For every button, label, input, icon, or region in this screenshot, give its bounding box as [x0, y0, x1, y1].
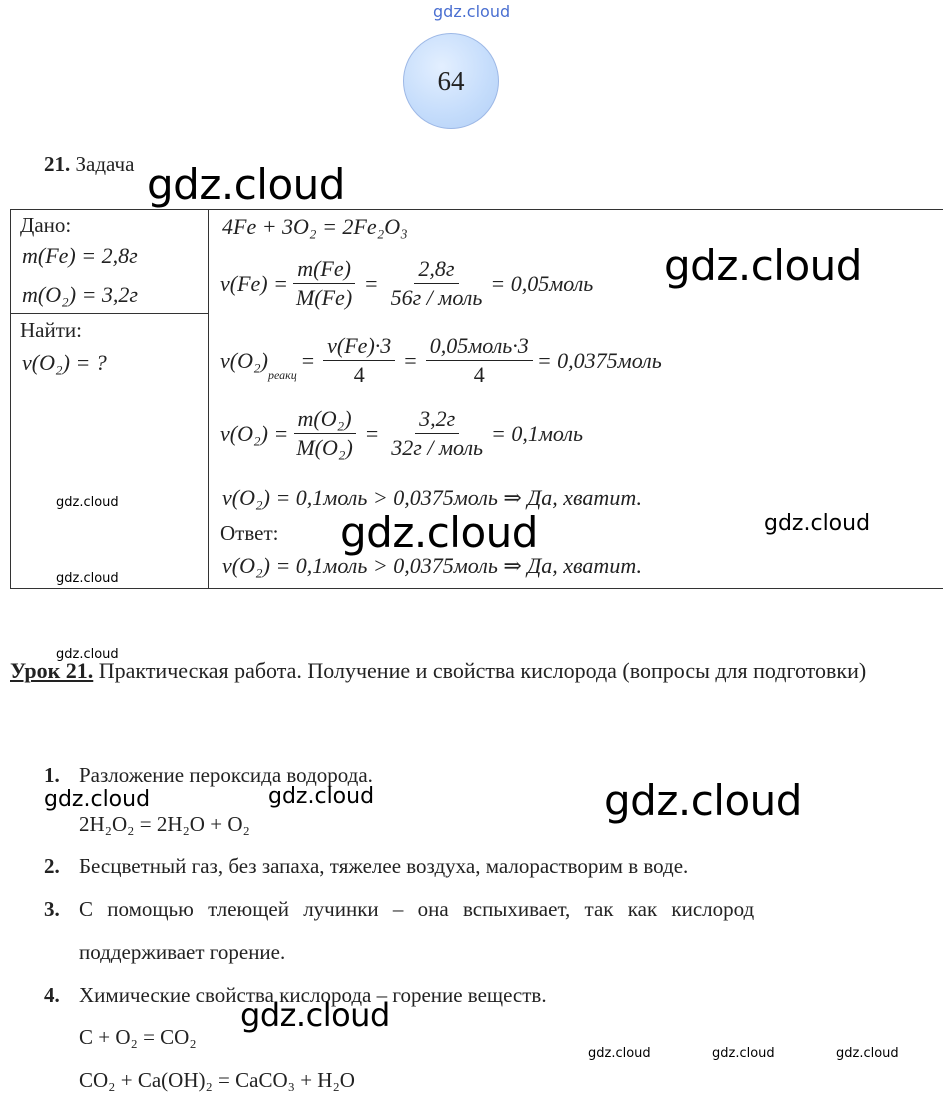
watermark: gdz.cloud	[147, 160, 345, 209]
calc-2-result: = 0,0375моль	[536, 347, 662, 373]
equation-lime-water: CO₂ + Ca(OH)₂ = CaCO₃ + H₂O	[79, 1068, 355, 1092]
equation-carbon: C + O₂ = CO₂	[79, 1025, 197, 1049]
watermark: gdz.cloud	[836, 1046, 899, 1061]
list-item-text: Химические свойства кислорода – горение веществ.	[79, 983, 547, 1007]
list-item-text: Бесцветный газ, без запаха, тяжелее воздуха, малорастворим в воде.	[79, 854, 689, 878]
calc-3-lhs: ν(O₂) =	[220, 420, 289, 446]
reaction-equation: 4Fe + 3O₂ = 2Fe₂O₃	[222, 214, 408, 239]
watermark: gdz.cloud	[44, 787, 151, 812]
calc-line-3: ν(O₂) = $\frac{\text{m(O₂)}}{\text{M(O₂)}}$ = $\frac{3,2г}{\text{32г / моль}}$ = 0,1моль	[220, 406, 583, 461]
task-title	[44, 152, 134, 177]
calc-1-frac-2	[387, 257, 487, 310]
calc-3-frac-2	[387, 407, 487, 460]
calc-2-frac-1-den: 4	[353, 362, 365, 388]
calc-1-frac-1-num: m(Fe)	[293, 257, 355, 284]
calc-1-frac-1-den: M(Fe)	[295, 285, 353, 311]
watermark: gdz.cloud	[56, 571, 119, 586]
calc-2-frac-1-num: ν(Fe)·3	[323, 334, 395, 361]
watermark: gdz.cloud	[433, 2, 511, 21]
watermark: gdz.cloud	[604, 776, 802, 825]
watermark: gdz.cloud	[340, 508, 538, 557]
calc-3-frac-1-den: M(O₂)	[296, 435, 353, 461]
list-item-text: поддерживает горение.	[79, 940, 286, 964]
answer-text: ν(O₂) = 0,1моль > 0,0375моль ⇒ Да, хватит.	[222, 553, 642, 578]
table-divider-vertical	[208, 210, 209, 588]
watermark: gdz.cloud	[56, 495, 119, 510]
lesson-title: Практическая работа. Получение и свойства кислорода (вопросы для подготовки)	[93, 658, 867, 683]
find-nu-o2: ν(O₂) = ?	[22, 350, 107, 375]
calc-1-frac-1	[292, 257, 356, 310]
lesson-number: Урок 21.	[10, 658, 94, 683]
list-item-text: С помощью тлеющей лучинки – она вспыхивает, так как кислород	[79, 897, 755, 921]
equation-peroxide: 2H₂O₂ = 2H₂O + O₂	[79, 812, 250, 836]
find-label: Найти:	[20, 318, 82, 342]
page-number-badge	[403, 33, 499, 129]
given-label: Дано:	[20, 213, 72, 237]
calc-3-frac-1-num: m(O₂)	[294, 407, 356, 434]
calc-3-result: = 0,1моль	[491, 420, 583, 446]
calc-1-frac-2-num: 2,8г	[414, 257, 458, 284]
calc-3-frac-2-den: 32г / моль	[391, 435, 484, 461]
calc-line-4: ν(O₂) = 0,1моль > 0,0375моль ⇒ Да, хватит.	[222, 485, 642, 510]
watermark: gdz.cloud	[240, 996, 390, 1034]
lesson-heading	[10, 647, 910, 694]
calc-2-frac-2	[426, 334, 533, 387]
watermark: gdz.cloud	[664, 241, 862, 290]
task-title-text: Задача	[75, 152, 135, 176]
calc-1-lhs: ν(Fe) =	[220, 270, 288, 296]
calc-2-lhs: ν(O₂)	[220, 347, 268, 373]
task-number: 21.	[44, 152, 71, 176]
calc-2-frac-2-num: 0,05моль·3	[426, 334, 533, 361]
answer-label: Ответ:	[220, 521, 279, 545]
watermark: gdz.cloud	[712, 1046, 775, 1061]
list-item-number: 2.	[44, 854, 60, 878]
calc-line-1: ν(Fe) = $\frac{m(Fe)}{M(Fe)}$ = $\frac{2,8г}{\text{56г / моль}}$ = 0,05моль	[220, 256, 594, 311]
table-divider-horizontal	[11, 313, 208, 314]
list-item-number: 3.	[44, 897, 60, 921]
calc-3-frac-1	[292, 407, 357, 460]
given-mass-fe: m(Fe) = 2,8г	[22, 243, 138, 268]
calc-2-frac-2-den: 4	[473, 362, 485, 388]
calc-2-subscript: реакц	[267, 368, 297, 383]
watermark: gdz.cloud	[56, 647, 119, 662]
watermark: gdz.cloud	[764, 511, 871, 536]
calc-3-frac-2-num: 3,2г	[415, 407, 459, 434]
calc-line-2: ν(O₂) реакц = $\frac{\nu(Fe)\cdot 3}{4}$ = $\frac{\text{0,05моль·3}}{4}$ = 0,0375моль	[220, 333, 662, 388]
page-number: 64	[437, 65, 465, 96]
watermark: gdz.cloud	[268, 784, 375, 809]
list-item-text: Разложение пероксида водорода.	[79, 763, 373, 787]
calc-1-frac-2-den: 56г / моль	[390, 285, 483, 311]
list-item-number: 4.	[44, 983, 60, 1007]
list-item-number: 1.	[44, 763, 60, 787]
watermark: gdz.cloud	[588, 1046, 651, 1061]
given-mass-o2: m(O₂) = 3,2г	[22, 282, 139, 307]
calc-2-frac-1	[323, 334, 395, 387]
calc-1-result: = 0,05моль	[490, 270, 594, 296]
